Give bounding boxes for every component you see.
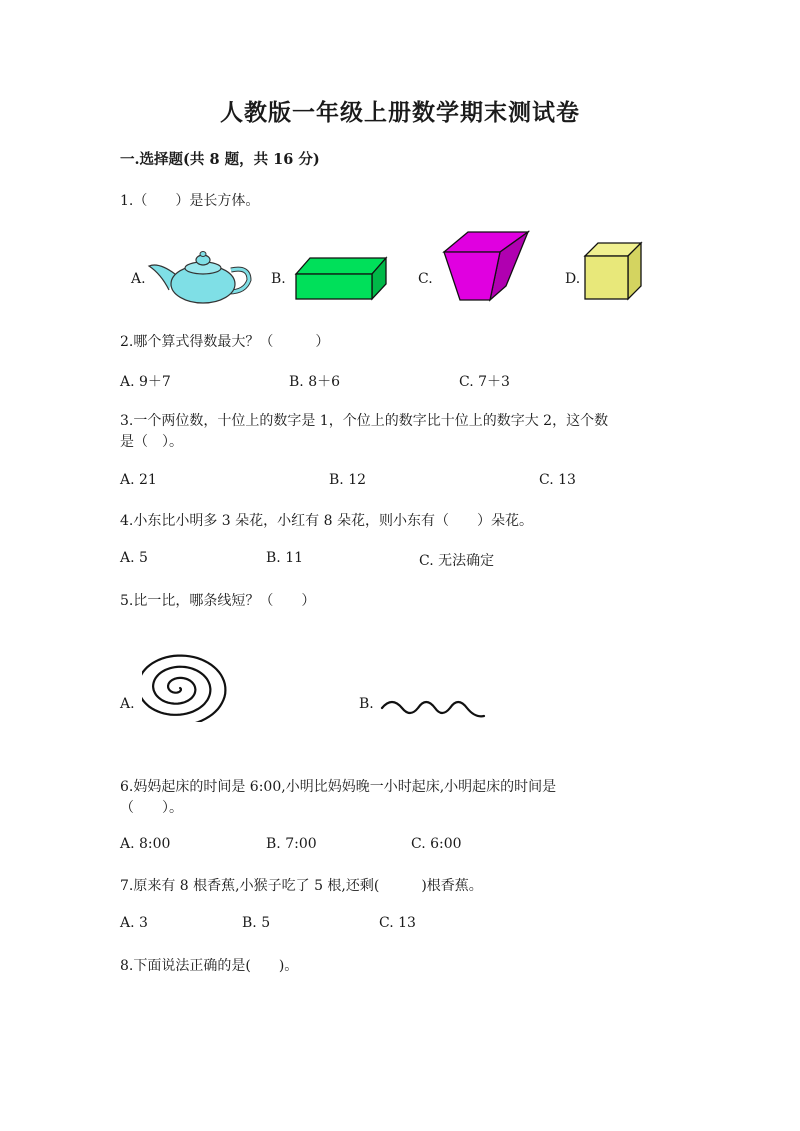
q6-option-b: B. 7:00 [266,836,317,852]
question-6-text-cont: （ ）。 [120,800,183,816]
question-1-text: 1.（ ）是长方体。 [120,193,260,209]
q6-option-c: C. 6:00 [411,836,462,852]
question-7-text: 7.原来有 8 根香蕉,小猴子吃了 5 根,还剩( )根香蕉。 [120,878,483,894]
section-heading: 一.选择题(共 8 题，共 16 分) [120,151,320,168]
q3-option-a: A. 21 [120,472,157,488]
q4-option-c: C. 无法确定 [419,553,495,569]
wavy-line-icon [378,696,488,722]
question-2-text: 2.哪个算式得数最大？（ ） [120,334,330,350]
q5-option-a: A. [120,696,135,712]
q3-option-b: B. 12 [329,472,367,488]
q2-option-c: C. 7＋3 [459,374,510,390]
magenta-prism-icon [440,228,532,304]
question-3-text-cont: 是（ ）。 [120,434,183,450]
yellow-cube-icon [582,240,644,302]
q1-option-c: C. [418,271,433,287]
spiral-line-icon [142,648,238,722]
question-4-text: 4.小东比小明多 3 朵花，小红有 8 朵花，则小东有（ ）朵花。 [120,513,533,529]
q4-option-b: B. 11 [266,550,304,566]
q3-option-c: C. 13 [539,472,576,488]
green-cuboid-icon [292,254,390,302]
q7-option-a: A. 3 [120,915,148,931]
q5-option-b: B. [359,696,374,712]
question-6-text: 6.妈妈起床的时间是 6:00,小明比妈妈晚一小时起床,小明起床的时间是 [120,779,557,795]
page-title: 人教版一年级上册数学期末测试卷 [220,99,580,126]
q1-option-b: B. [271,271,286,287]
q2-option-b: B. 8＋6 [289,374,341,390]
q6-option-a: A. 8:00 [120,836,171,852]
q1-option-d: D. [565,271,581,287]
question-8-text: 8.下面说法正确的是( )。 [120,958,299,974]
question-5-text: 5.比一比，哪条线短？（ ） [120,593,316,609]
q2-option-a: A. 9＋7 [120,374,171,390]
q1-option-a: A. [131,271,146,287]
q4-option-a: A. 5 [120,550,148,566]
question-3-text: 3.一个两位数，十位上的数字是 1，个位上的数字比十位上的数字大 2，这个数 [120,413,609,429]
q7-option-c: C. 13 [379,915,416,931]
q7-option-b: B. 5 [242,915,271,931]
teapot-icon [145,240,257,306]
